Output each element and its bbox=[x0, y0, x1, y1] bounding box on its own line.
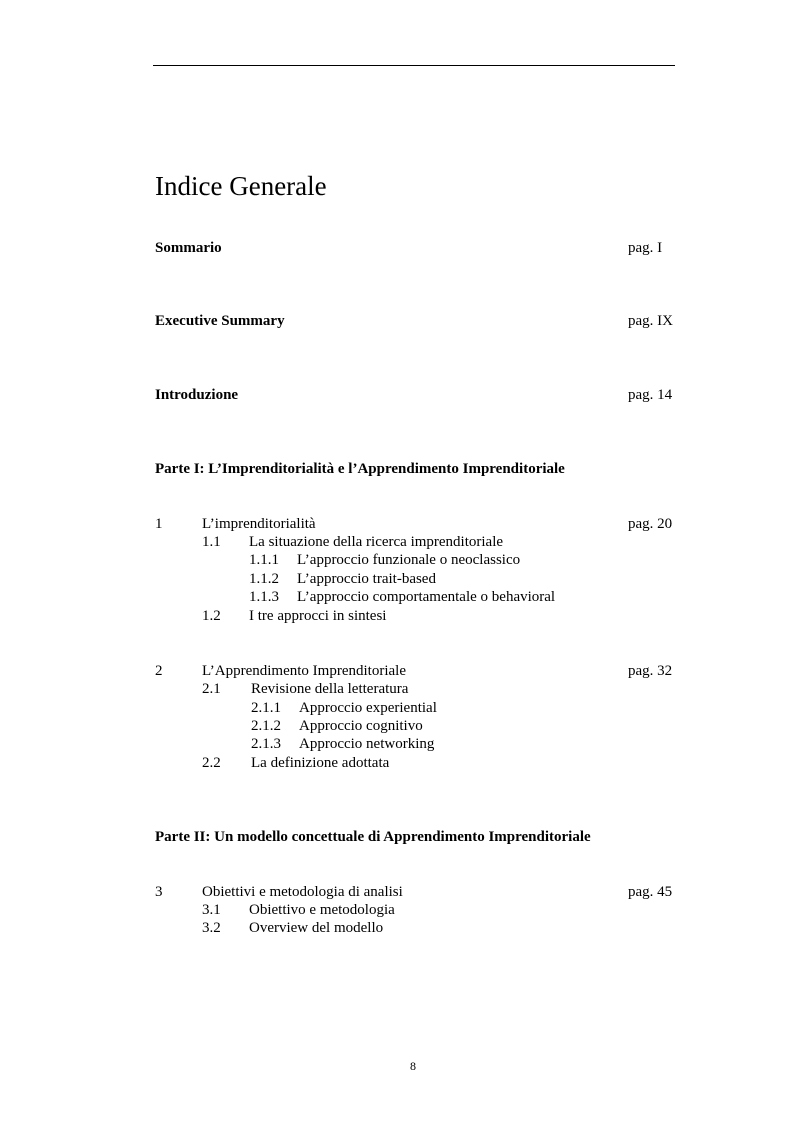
chapter-number: 2 bbox=[155, 663, 163, 679]
subsection-number: 1.1.1 bbox=[249, 552, 279, 568]
subsection-title: L’approccio comportamentale o behavioral bbox=[297, 589, 556, 605]
chapter-title: L’imprenditorialità bbox=[202, 516, 316, 532]
toc-page-executive-summary: pag. IX bbox=[628, 313, 673, 329]
subsection-title: Approccio cognitivo bbox=[299, 718, 423, 734]
section-title: I tre approcci in sintesi bbox=[249, 608, 387, 624]
toc-entry-executive-summary: Executive Summary bbox=[155, 313, 285, 329]
chapter-page: pag. 45 bbox=[628, 884, 673, 900]
chapter-page: pag. 20 bbox=[628, 516, 673, 532]
toc-entry-sommario: Sommario bbox=[155, 240, 222, 256]
section-title: La definizione adottata bbox=[251, 755, 390, 771]
part-1-title: Parte I: L’Imprenditorialità e l’Apprendimento Imprenditoriale bbox=[155, 461, 565, 477]
section-title: Obiettivo e metodologia bbox=[249, 902, 395, 918]
chapter-title: Obiettivi e metodologia di analisi bbox=[202, 884, 403, 900]
page-title: Indice Generale bbox=[155, 171, 327, 201]
chapter-number: 3 bbox=[155, 884, 163, 900]
part-2-title: Parte II: Un modello concettuale di Apprendimento Imprenditoriale bbox=[155, 829, 591, 845]
subsection-title: Approccio experiential bbox=[299, 700, 437, 716]
section-number: 1.1 bbox=[202, 534, 221, 550]
chapter-title: L’Apprendimento Imprenditoriale bbox=[202, 663, 406, 679]
subsection-title: Approccio networking bbox=[299, 736, 435, 752]
section-number: 1.2 bbox=[202, 608, 221, 624]
subsection-number: 2.1.1 bbox=[251, 700, 281, 716]
section-title: La situazione della ricerca imprenditoriale bbox=[249, 534, 504, 550]
subsection-number: 1.1.2 bbox=[249, 571, 279, 587]
toc-page-introduzione: pag. 14 bbox=[628, 387, 673, 403]
subsection-title: L’approccio funzionale o neoclassico bbox=[297, 552, 521, 568]
section-number: 3.1 bbox=[202, 902, 221, 918]
section-number: 2.2 bbox=[202, 755, 221, 771]
section-number: 3.2 bbox=[202, 920, 221, 936]
toc-entry-introduzione: Introduzione bbox=[155, 387, 239, 403]
section-number: 2.1 bbox=[202, 681, 221, 697]
subsection-number: 1.1.3 bbox=[249, 589, 279, 605]
page-number: 8 bbox=[410, 1059, 416, 1073]
chapter-page: pag. 32 bbox=[628, 663, 673, 679]
chapter-number: 1 bbox=[155, 516, 163, 532]
subsection-number: 2.1.3 bbox=[251, 736, 281, 752]
section-title: Overview del modello bbox=[249, 920, 384, 936]
toc-page-sommario: pag. I bbox=[628, 240, 663, 256]
section-title: Revisione della letteratura bbox=[251, 681, 409, 697]
subsection-number: 2.1.2 bbox=[251, 718, 281, 734]
header-rule bbox=[153, 65, 675, 66]
subsection-title: L’approccio trait-based bbox=[297, 571, 436, 587]
